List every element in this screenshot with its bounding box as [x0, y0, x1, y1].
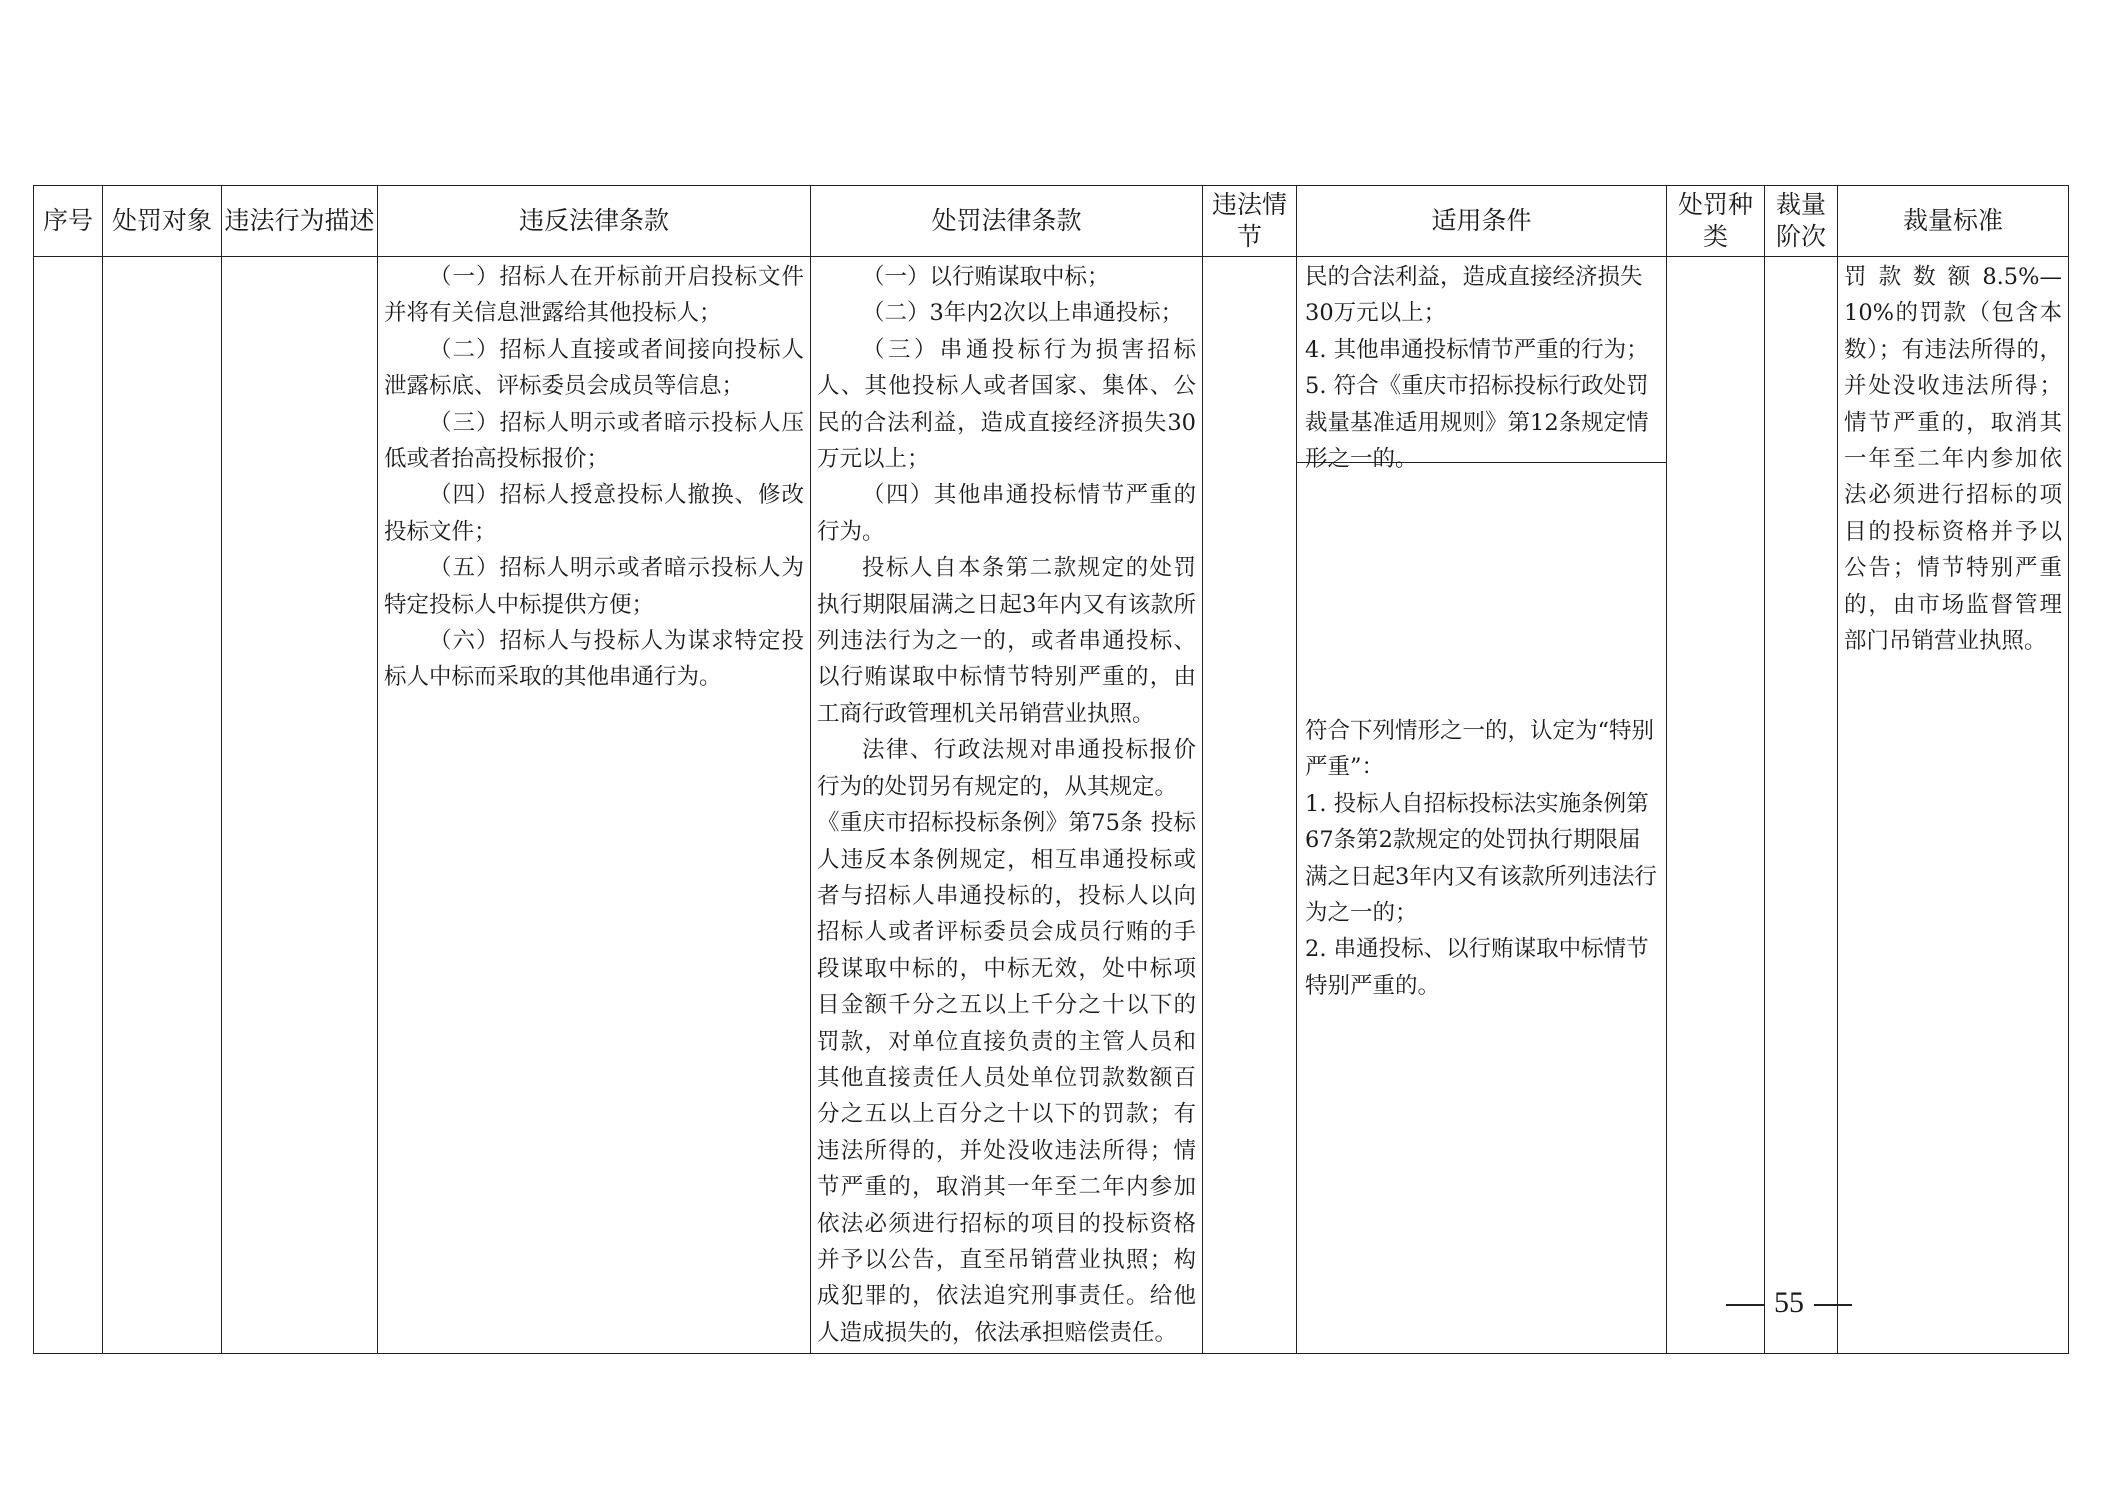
violated-law-item: （一）招标人在开标前开启投标文件并将有关信息泄露给其他投标人； [384, 264, 804, 327]
circumstance-cell [1203, 257, 1297, 1354]
penalty-type-cell [1667, 257, 1765, 1354]
page-number [1716, 1283, 1862, 1323]
header-description: 违法行为描述 [222, 186, 378, 257]
table-row [34, 257, 2069, 1354]
dash-left [1726, 1304, 1764, 1306]
violated-law-item: （五）招标人明示或者暗示投标人为特定投标人中标提供方便； [384, 555, 804, 618]
conditions-cell [1297, 257, 1667, 1354]
penalty-law-cell [811, 257, 1203, 1354]
header-violated-law: 违反法律条款 [378, 186, 811, 257]
header-index: 序号 [34, 186, 103, 257]
penalty-law-item: （二）3年内2次以上串通投标； [862, 300, 1184, 327]
violated-law-item: （四）招标人授意投标人撤换、修改投标文件； [384, 482, 804, 545]
header-penalty-law: 处罚法律条款 [811, 186, 1203, 257]
condition-line: 民的合法利益，造成直接经济损失30万元以上； [1305, 264, 1643, 327]
header-target: 处罚对象 [103, 186, 222, 257]
penalty-table [33, 185, 2069, 1354]
conditions-top-block [1297, 257, 1666, 473]
penalty-law-item: 法律、行政法规对串通投标报价行为的处罚另有规定的，从其规定。 [817, 737, 1196, 800]
header-row [34, 186, 2069, 257]
violated-law-cell [378, 257, 811, 1354]
penalty-law-item: 投标人自本条第二款规定的处罚执行期限届满之日起3年内又有该款所列违法行为之一的，或者串通投标、以行贿谋取中标情节特别严重的，由工商行政管理机关吊销营业执照。 [817, 555, 1196, 727]
penalty-law-item: 《重庆市招标投标条例》第75条 投标人违反本条例规定，相互串通投标或者与招标人串通投标的，投标人以向招标人或者评标委员会成员行贿的手段谋取中标的，中标无效，处中标项目金额千分之五以上千分之十以下的罚款，对单位直接负责的主管人员和其他直接责任人员处单位罚款数额百分之五以上百分之十以下的罚款；有违法所得的，并处没收违法所得；情节严重的，取消其一年至二年内参加依法必须进行招标的项目的投标资格并予以公告，直至吊销营业执照；构成犯罪的，依法追究刑事责任。给他人造成损失的，依法承担赔偿责任。 [817, 810, 1196, 1346]
header-standard: 裁量标准 [1838, 186, 2069, 257]
level-cell [1765, 257, 1838, 1354]
condition-line: 1. 投标人自招标投标法实施条例第67条第2款规定的处罚执行期限届满之日起3年内又有该款所列违法行为之一的； [1305, 790, 1657, 927]
condition-line: 2. 串通投标、以行贿谋取中标情节特别严重的。 [1305, 936, 1649, 999]
header-penalty-type: 处罚种类 [1667, 186, 1765, 257]
header-circumstance: 违法情节 [1203, 186, 1297, 257]
condition-line: 5. 符合《重庆市招标投标行政处罚裁量基准适用规则》第12条规定情形之一的。 [1305, 373, 1649, 473]
header-conditions: 适用条件 [1297, 186, 1667, 257]
penalty-law-item: （四）其他串通投标情节严重的行为。 [817, 482, 1196, 545]
standard-cell [1838, 257, 2069, 1354]
penalty-law-item: （一）以行贿谋取中标； [862, 264, 1110, 290]
conditions-bottom-block [1297, 463, 1666, 1004]
condition-line: 4. 其他串通投标情节严重的行为； [1305, 336, 1649, 363]
condition-line: 符合下列情形之一的，认定为“特别严重”： [1305, 718, 1655, 781]
penalty-law-item: （三）串通投标行为损害招标人、其他投标人或者国家、集体、公民的合法利益，造成直接经济损失30万元以上； [817, 336, 1196, 473]
violated-law-item: （三）招标人明示或者暗示投标人压低或者抬高投标报价； [384, 409, 804, 473]
index-cell [34, 257, 103, 1354]
violated-law-item: （二）招标人直接或者间接向投标人泄露标底、评标委员会成员等信息； [384, 336, 804, 400]
target-cell [103, 257, 222, 1354]
header-level: 裁量阶次 [1765, 186, 1838, 257]
violated-law-item: （六）招标人与投标人为谋求特定投标人中标而采取的其他串通行为。 [384, 628, 804, 691]
page-number-value: 55 [1774, 1286, 1804, 1319]
dash-right [1814, 1304, 1852, 1306]
description-cell [222, 257, 378, 1354]
standard-text: 罚款数额8.5%—10%的罚款（包含本数）；有违法所得的，并处没收违法所得；情节严重的，取消其一年至二年内参加依法必须进行招标的项目的投标资格并予以公告；情节特别严重的，由市场监督管理部门吊销营业执照。 [1844, 264, 2062, 655]
